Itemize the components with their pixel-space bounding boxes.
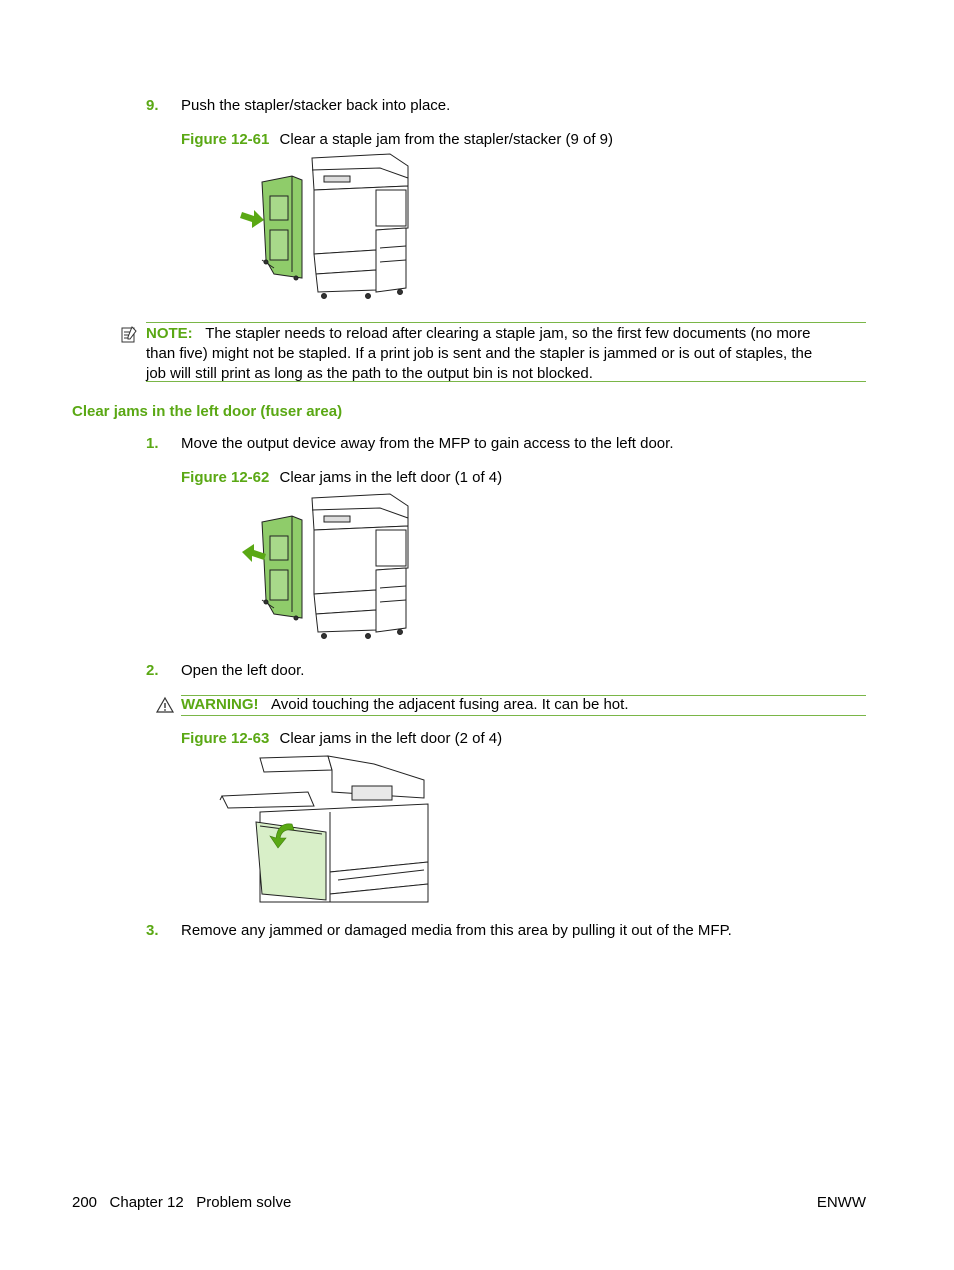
step-number: 1. [146,435,159,452]
divider [146,381,866,382]
mfp-with-stapler-illustration [240,490,415,645]
figure-label: Figure 12-63 [181,730,270,747]
section-heading: Clear jams in the left door (fuser area) [72,403,343,420]
step-text: Open the left door. [181,662,305,679]
divider [146,322,866,323]
warning-block [181,696,629,713]
figure-caption [181,469,502,486]
note-label: NOTE: [146,325,193,342]
step-text: Remove any jammed or damaged media from this area by pulling it out of the MFP. [181,922,732,939]
step-number: 9. [146,97,159,114]
figure-caption [181,730,502,747]
note-line: The stapler needs to reload after clearing a staple jam, so the first few documents (no more [205,325,811,342]
page-footer-right: ENWW [816,1194,866,1211]
page-footer-left: 200 Chapter 12 Problem solve [72,1194,292,1211]
figure-caption [181,131,613,148]
mfp-left-door-open-illustration [218,752,438,904]
step-text: Push the stapler/stacker back into place. [181,97,451,114]
step-text: Move the output device away from the MFP to gain access to the left door. [181,435,674,452]
figure-label: Figure 12-61 [181,131,270,148]
note-line: than five) might not be stapled. If a print job is sent and the stapler is jammed or is out of staples, the [146,345,813,362]
figure-caption-text: Clear jams in the left door (1 of 4) [279,469,503,486]
figure-label: Figure 12-62 [181,469,270,486]
note-line: job will still print as long as the path to the output bin is not blocked. [146,365,593,382]
warning-label: WARNING! [181,696,259,713]
note-block [146,324,866,384]
step-number: 3. [146,922,159,939]
mfp-with-stapler-illustration [240,150,415,305]
arrow-icon [242,544,266,562]
note-icon [120,325,138,345]
figure-caption-text: Clear a staple jam from the stapler/stacker (9 of 9) [279,131,614,148]
divider [181,715,866,716]
warning-icon [156,697,174,713]
arrow-icon [240,210,264,228]
step-number: 2. [146,662,159,679]
warning-text: Avoid touching the adjacent fusing area. It can be hot. [271,696,629,713]
figure-caption-text: Clear jams in the left door (2 of 4) [279,730,503,747]
